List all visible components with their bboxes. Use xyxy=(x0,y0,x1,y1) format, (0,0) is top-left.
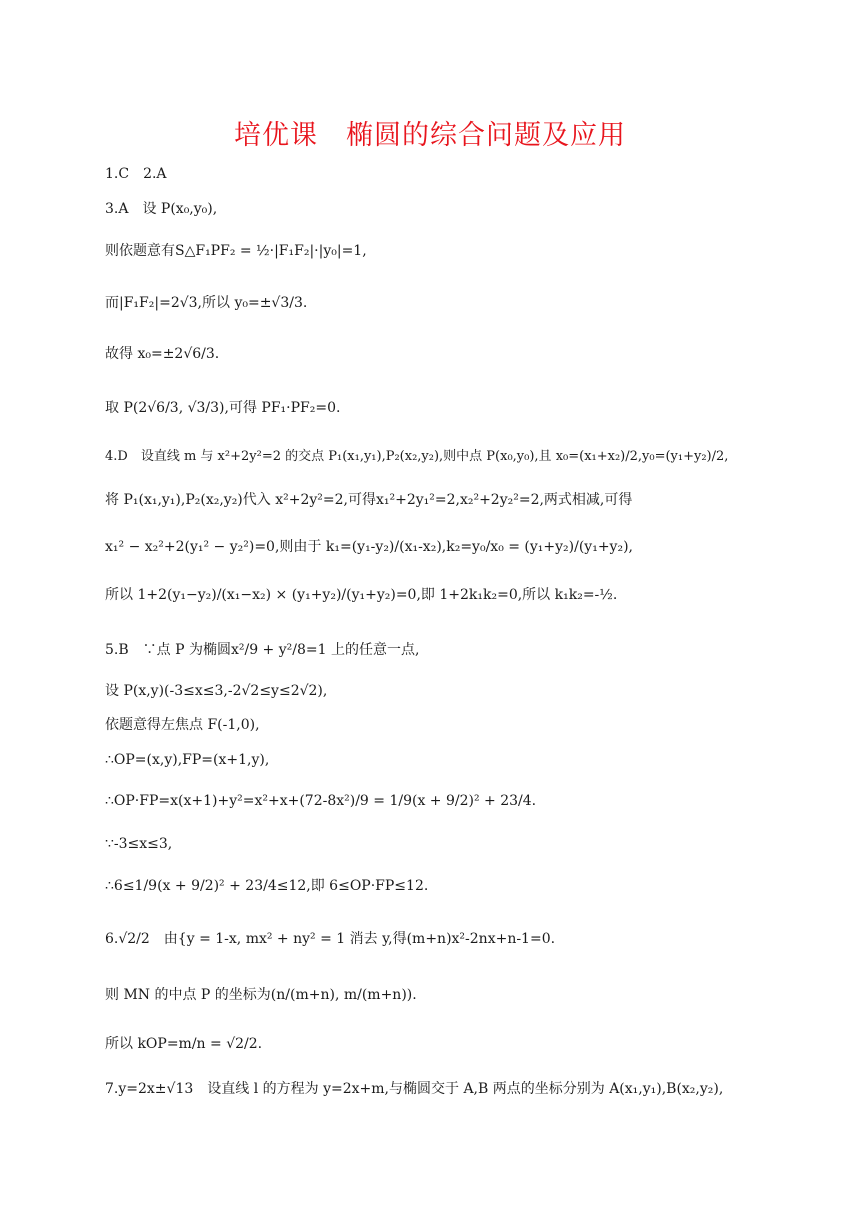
answer-line: 取 P(2√6/3, √3/3),可得 PF₁·PF₂=0. xyxy=(105,400,341,416)
answer-line: 故得 x₀=±2√6/3. xyxy=(105,346,220,362)
answer-line: 则 MN 的中点 P 的坐标为(n/(m+n), m/(m+n)). xyxy=(105,987,417,1003)
answer-line: 所以 kOP=m/n = √2/2. xyxy=(105,1036,263,1052)
answer-line: x₁² − x₂²+2(y₁² − y₂²)=0,则由于 k₁=(y₁-y₂)/(x₁-x₂),k₂=y₀/x₀ = (y₁+y₂)/(y₁+y₂), xyxy=(105,539,633,555)
answer-line: 4.D 设直线 m 与 x²+2y²=2 的交点 P₁(x₁,y₁),P₂(x₂,y₂),则中点 P(x₀,y₀),且 x₀=(x₁+x₂)/2,y₀=(y₁+y₂)/2, xyxy=(105,449,729,464)
answer-line: 将 P₁(x₁,y₁),P₂(x₂,y₂)代入 x²+2y²=2,可得x₁²+2y₁²=2,x₂²+2y₂²=2,两式相减,可得 xyxy=(105,492,633,508)
answer-line: 5.B ∵点 P 为椭圆x²/9 + y²/8=1 上的任意一点, xyxy=(105,642,420,658)
answer-line: 设 P(x,y)(-3≤x≤3,-2√2≤y≤2√2), xyxy=(105,683,328,699)
answer-line: 7.y=2x±√13 设直线 l 的方程为 y=2x+m,与椭圆交于 A,B 两点的坐标分别为 A(x₁,y₁),B(x₂,y₂), xyxy=(105,1081,724,1097)
answer-line: 依题意得左焦点 F(-1,0), xyxy=(105,717,260,733)
answer-line: 则依题意有S△F₁PF₂ = ½·|F₁F₂|·|y₀|=1, xyxy=(105,243,367,259)
answer-line: ∴OP=(x,y),FP=(x+1,y), xyxy=(105,752,270,768)
page-title: 培优课 椭圆的综合问题及应用 xyxy=(234,120,626,151)
answer-line: 3.A 设 P(x₀,y₀), xyxy=(105,201,218,217)
answer-line: 6.√2/2 由{y = 1-x, mx² + ny² = 1 消去 y,得(m+n)x²-2nx+n-1=0. xyxy=(105,931,556,947)
answer-line: 1.C 2.A xyxy=(105,166,167,182)
answer-line: 所以 1+2(y₁−y₂)/(x₁−x₂) × (y₁+y₂)/(y₁+y₂)=0,即 1+2k₁k₂=0,所以 k₁k₂=-½. xyxy=(105,587,618,603)
answer-line: ∴OP·FP=x(x+1)+y²=x²+x+(72-8x²)/9 = 1/9(x + 9/2)² + 23/4. xyxy=(105,793,537,809)
answer-line: 而|F₁F₂|=2√3,所以 y₀=±√3/3. xyxy=(105,295,308,311)
answer-line: ∴6≤1/9(x + 9/2)² + 23/4≤12,即 6≤OP·FP≤12. xyxy=(105,878,429,894)
answer-line: ∵-3≤x≤3, xyxy=(105,836,173,852)
